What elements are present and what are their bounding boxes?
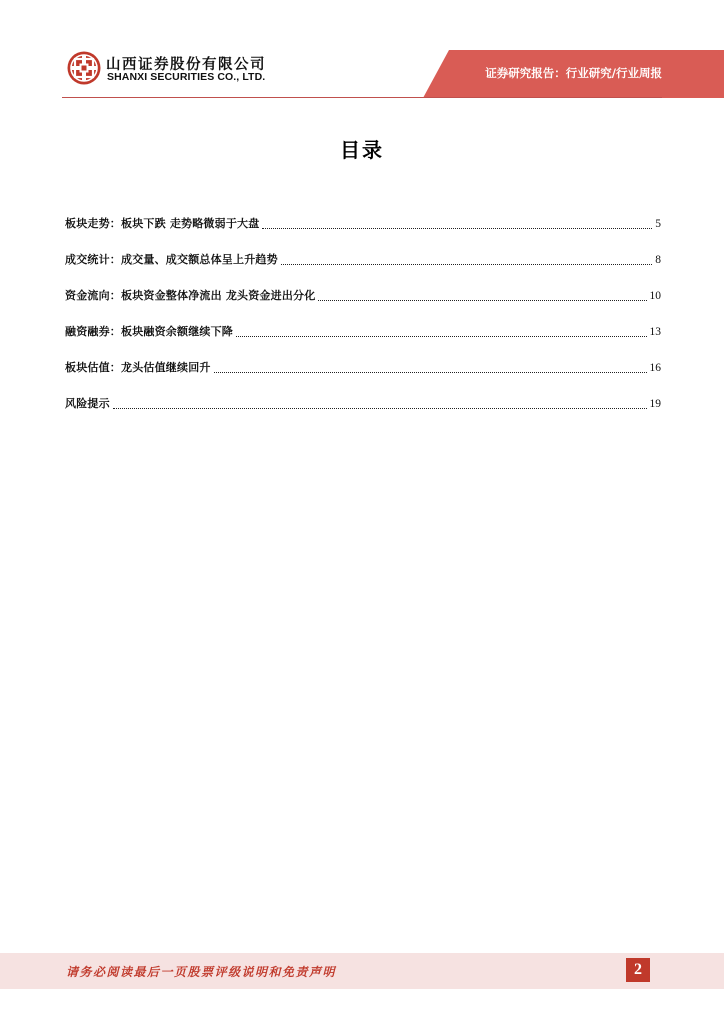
toc-entry-sector-trend[interactable] [65,215,661,231]
page-number-badge: 2 [626,958,650,982]
toc-entry-valuation[interactable] [65,359,661,375]
disclaimer-notice: 请务必阅读最后一页股票评级说明和免责声明 [66,965,337,979]
toc-entry-margin-trading[interactable] [65,323,661,339]
toc-entry-page: 19 [649,398,661,410]
toc-dot-leader [236,326,647,337]
toc-entry-label: 资金流向：板块资金整体净流出 龙头资金进出分化 [65,289,316,302]
toc-entry-label: 风险提示 [65,397,110,410]
toc-entry-label: 成交统计：成交量、成交额总体呈上升趋势 [65,253,278,266]
toc-entry-trading-stats[interactable] [65,251,661,267]
toc-dot-leader [214,362,647,373]
toc-entry-label: 板块估值：龙头估值继续回升 [65,361,211,374]
report-type-label: 证券研究报告：行业研究/行业周报 [485,66,662,80]
toc-dot-leader [281,254,652,265]
company-name-cn: 山西证券股份有限公司 [106,57,266,73]
shanxi-securities-logo-icon [66,50,102,86]
toc-entry-label: 板块走势：板块下跌 走势略微弱于大盘 [65,217,260,230]
header-divider [62,97,662,98]
toc-entry-risk-warning[interactable] [65,395,661,411]
page-header [0,0,724,100]
toc-entry-page: 13 [649,326,661,338]
toc-entry-page: 5 [655,218,661,230]
company-name-en: SHANXI SECURITIES CO., LTD. [107,71,266,83]
toc-entry-fund-flow[interactable] [65,287,661,303]
toc-dot-leader [262,218,652,229]
toc-dot-leader [318,290,646,301]
toc-title: 目录 [340,138,384,162]
toc-dot-leader [113,398,647,409]
toc-entry-page: 10 [649,290,661,302]
toc-entry-page: 8 [655,254,661,266]
toc-entry-page: 16 [649,362,661,374]
toc-entry-label: 融资融券：板块融资余额继续下降 [65,325,233,338]
